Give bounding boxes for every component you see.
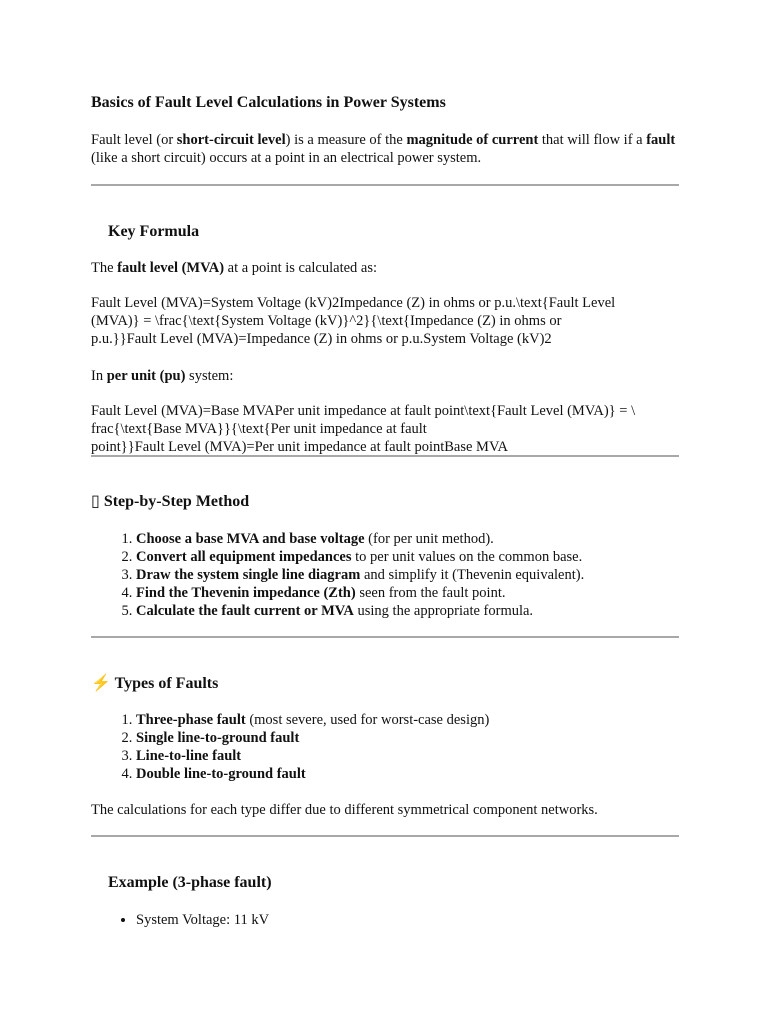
lead-text-1: The [91,260,118,276]
steps-list [91,530,724,620]
faults-note: The calculations for each type differ due to different symmetrical component networks. [91,802,598,818]
fault-bold: Line-to-line fault [136,748,242,764]
faults-heading [91,674,679,694]
step-rest: (for per unit method). [364,531,494,547]
step-item [136,530,724,548]
steps-heading [91,492,679,512]
lead-text-2: at a point is calculated as: [224,260,378,276]
intro-paragraph [91,131,679,167]
intro-text-2: ) is a measure of the [285,132,407,148]
formula2-line-3: point}}Fault Level (MVA)=Per unit impedance at fault pointBase MVA [91,439,509,455]
formula1-line-1: Fault Level (MVA)=System Voltage (kV)2Impedance (Z) in ohms or p.u.\text{Fault Level [91,295,616,311]
document-title: Basics of Fault Level Calculations in Power Systems [91,94,446,111]
step-bold: Convert all equipment impedances [136,549,352,565]
per-unit-lead [91,367,679,385]
step-rest: using the appropriate formula. [353,603,534,619]
divider-4 [91,835,679,837]
step-bold: Choose a base MVA and base voltage [136,531,365,547]
example-bullet: • System Voltage: 11 kV [136,911,724,929]
step-item [136,602,724,620]
example-list [91,911,724,929]
faults-list [91,711,724,783]
faults-heading-label: Types of Faults [114,675,219,692]
step-item [136,566,724,584]
intro-text-1: Fault level (or [91,132,177,148]
fault-bold: Three-phase fault [136,712,246,728]
step-bold: Draw the system single line diagram [136,567,361,583]
fault-item [136,747,724,765]
divider-3 [91,636,679,638]
divider-1 [91,184,679,186]
key-formula-heading: Key Formula [108,223,200,240]
step-rest: to per unit values on the common base. [351,549,583,565]
step-rest: seen from the fault point. [355,585,506,601]
intro-text-3: that will flow if a [538,132,647,148]
step-item [136,548,724,566]
pu-bold-1: per unit (pu) [106,368,186,384]
lightning-icon: ⚡ [91,675,111,692]
fault-rest: (most severe, used for worst-case design) [245,712,490,728]
intro-bold-2: magnitude of current [406,132,539,148]
step-rest: and simplify it (Thevenin equivalent). [360,567,585,583]
lead-bold-1: fault level (MVA) [117,260,225,276]
formula2-line-2: frac{\text{Base MVA}}{\text{Per unit impedance at fault [91,421,427,437]
key-formula-lead [91,259,679,277]
fault-item [136,729,724,747]
tofu-placeholder-icon: ▯ [91,493,100,510]
pu-text-1: In [91,368,107,384]
formula-fault-level-ohms [91,294,679,348]
steps-heading-label: Step-by-Step Method [103,493,250,510]
fault-bold: Double line-to-ground fault [136,766,306,782]
step-bold: Calculate the fault current or MVA [136,603,354,619]
example-heading: Example (3-phase fault) [108,874,272,891]
intro-text-4: (like a short circuit) occurs at a point in an electrical power system. [91,150,482,166]
formula1-line-2: (MVA)} = \frac{\text{System Voltage (kV)}^2}{\text{Impedance (Z) in ohms or [91,313,562,329]
step-item [136,584,724,602]
step-bold: Find the Thevenin impedance (Zth) [136,585,356,601]
fault-item [136,711,724,729]
formula2-line-1: Fault Level (MVA)=Base MVAPer unit impedance at fault point\text{Fault Level (MVA)} = \ [91,403,636,419]
formula1-line-3: p.u.}}Fault Level (MVA)=Impedance (Z) in ohms or p.u.System Voltage (kV)2 [91,331,552,347]
divider-2 [91,455,679,457]
fault-bold: Single line-to-ground fault [136,730,300,746]
intro-bold-1: short-circuit level [176,132,286,148]
fault-item [136,765,724,783]
intro-bold-3: fault [646,132,676,148]
formula-fault-level-pu [91,402,679,456]
pu-text-2: system: [185,368,234,384]
